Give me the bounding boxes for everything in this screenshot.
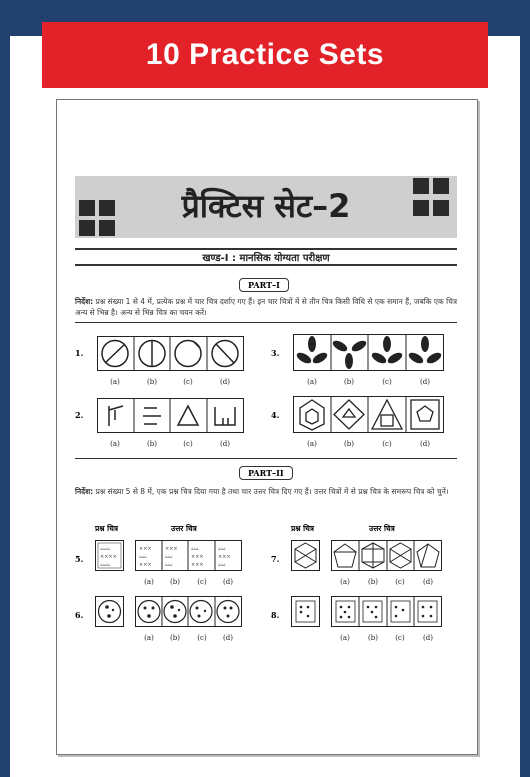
option-d: (d) xyxy=(420,378,430,386)
question-number: 7. xyxy=(271,554,280,564)
decor-square xyxy=(413,178,429,194)
q4-figures xyxy=(293,396,445,434)
option-a: (a) xyxy=(110,440,120,448)
instruction-label: निर्देश: xyxy=(75,297,94,306)
answer-figures-header: उत्तर चित्र xyxy=(369,524,395,533)
decor-square xyxy=(99,220,115,236)
option-d: (d) xyxy=(220,440,230,448)
banner xyxy=(42,22,488,88)
option-d: (d) xyxy=(423,578,433,586)
question-number: 6. xyxy=(75,610,84,620)
set-title-band xyxy=(75,176,457,238)
option-c: (c) xyxy=(395,634,405,642)
option-d: (d) xyxy=(220,378,230,386)
question-number: 2. xyxy=(75,410,84,420)
decor-square xyxy=(433,178,449,194)
instruction-text: प्रश्न संख्या 1 से 4 में, प्रत्येक प्रश्न में चार चित्र दर्शाए गए हैं। इन चार चित्रों में से तीन चित्र किसी विधि से एक समान हैं, जबकि एक चित्र अन्य से भिन्न है। अन्य से भिन्न चित्र का चयन करें। xyxy=(75,297,457,317)
question-figure-header: प्रश्न चित्र xyxy=(291,524,315,533)
question-number: 4. xyxy=(271,410,280,420)
decor-square xyxy=(433,200,449,216)
svg-text:×××: ××× xyxy=(139,562,152,568)
option-b: (b) xyxy=(147,440,157,448)
svg-text:×××: ××× xyxy=(165,546,178,552)
svg-text:▵▵▵: ▵▵▵ xyxy=(218,546,226,552)
practice-page xyxy=(56,99,478,755)
option-d: (d) xyxy=(420,440,430,448)
svg-text:×××: ××× xyxy=(191,562,204,568)
answer-figures-header: उत्तर चित्र xyxy=(171,524,197,533)
option-a: (a) xyxy=(307,440,317,448)
option-b: (b) xyxy=(344,378,354,386)
option-b: (b) xyxy=(147,378,157,386)
part1-instruction xyxy=(75,296,459,318)
svg-text:▵▵▵▵: ▵▵▵▵ xyxy=(100,546,111,552)
question-number: 3. xyxy=(271,348,280,358)
divider xyxy=(75,264,457,266)
set-title: प्रैक्टिस सेट–2 xyxy=(181,187,351,225)
part2-instruction xyxy=(75,486,459,497)
instruction-text: प्रश्न संख्या 5 से 8 में, एक प्रश्न चित्र दिया गया है तथा चार उत्तर चित्र दिए गए हैं। उत्तर चित्रों में से प्रश्न चित्र के समरूप चित्र को चुनें। xyxy=(95,487,449,496)
part1-label: PART–I xyxy=(239,278,289,292)
q7-figures xyxy=(291,540,445,574)
divider xyxy=(75,322,457,323)
svg-text:▵▵▵: ▵▵▵ xyxy=(165,562,173,568)
svg-text:×××: ××× xyxy=(218,554,231,560)
option-b: (b) xyxy=(344,440,354,448)
option-a: (a) xyxy=(110,378,120,386)
svg-text:××××: ×××× xyxy=(100,554,117,560)
option-b: (b) xyxy=(368,578,378,586)
question-number: 8. xyxy=(271,610,280,620)
option-b: (b) xyxy=(170,578,180,586)
q8-figures xyxy=(291,596,445,630)
option-d: (d) xyxy=(223,578,233,586)
svg-text:▵▵▵: ▵▵▵ xyxy=(139,554,147,560)
decor-square xyxy=(79,220,95,236)
q3-figures xyxy=(293,334,445,372)
svg-text:▵▵▵: ▵▵▵ xyxy=(218,562,226,568)
part2-label: PART–II xyxy=(239,466,293,480)
decor-square xyxy=(99,200,115,216)
svg-text:×××: ××× xyxy=(139,546,152,552)
option-c: (c) xyxy=(382,440,392,448)
q2-figures xyxy=(97,398,245,434)
option-a: (a) xyxy=(340,634,350,642)
q5-figures xyxy=(95,540,245,574)
decor-square xyxy=(413,200,429,216)
option-b: (b) xyxy=(368,634,378,642)
section-title: खण्ड-I : मानसिक योग्यता परीक्षण xyxy=(202,253,330,264)
option-d: (d) xyxy=(223,634,233,642)
q1-figures xyxy=(97,336,245,372)
option-d: (d) xyxy=(423,634,433,642)
svg-text:▵▵▵: ▵▵▵ xyxy=(165,554,173,560)
option-a: (a) xyxy=(307,378,317,386)
question-figure-header: प्रश्न चित्र xyxy=(95,524,119,533)
instruction-label: निर्देश: xyxy=(75,487,94,496)
question-number: 5. xyxy=(75,554,84,564)
option-a: (a) xyxy=(340,578,350,586)
option-c: (c) xyxy=(395,578,405,586)
svg-text:×××: ××× xyxy=(191,554,204,560)
option-c: (c) xyxy=(382,378,392,386)
option-b: (b) xyxy=(170,634,180,642)
option-c: (c) xyxy=(197,578,207,586)
banner-title: 10 Practice Sets xyxy=(145,38,385,71)
option-a: (a) xyxy=(144,578,154,586)
question-number: 1. xyxy=(75,348,84,358)
option-a: (a) xyxy=(144,634,154,642)
option-c: (c) xyxy=(183,440,193,448)
divider xyxy=(75,458,457,459)
decor-square xyxy=(79,200,95,216)
svg-text:▵▵▵▵: ▵▵▵▵ xyxy=(100,562,111,568)
q6-figures xyxy=(95,596,245,630)
svg-text:▵▵▵: ▵▵▵ xyxy=(191,546,199,552)
option-c: (c) xyxy=(183,378,193,386)
option-c: (c) xyxy=(197,634,207,642)
